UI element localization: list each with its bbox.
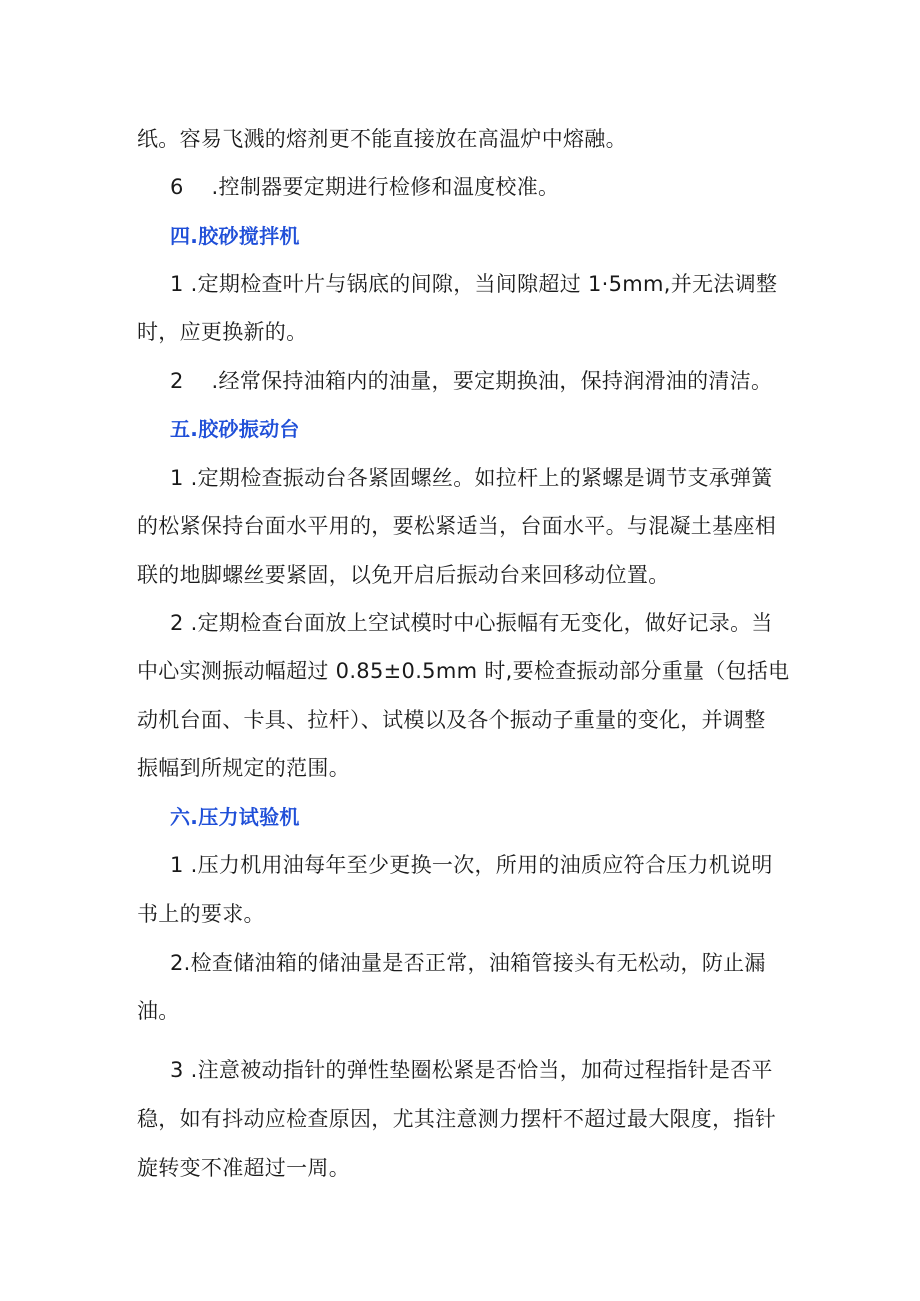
- paragraph-line: 振幅到所规定的范围。: [137, 756, 350, 780]
- paragraph-line: 稳，如有抖动应检查原因，尤其注意测力摆杆不超过最大限度，指针: [137, 1107, 776, 1131]
- paragraph-line: 油。: [137, 999, 180, 1023]
- section-heading-compression-tester: 六.压力试验机: [170, 805, 300, 829]
- item-3-pointer-washer: 3 .注意被动指针的弹性垫圈松紧是否恰当，加荷过程指针是否平: [170, 1058, 773, 1082]
- item-2-oil-level: 2 .经常保持油箱内的油量，要定期换油，保持润滑油的清洁。: [170, 369, 773, 393]
- section-heading-mortar-mixer: 四.胶砂搅拌机: [170, 224, 300, 248]
- paragraph-line: 时，应更换新的。: [137, 320, 308, 344]
- item-6-controller: 6 .控制器要定期进行检修和温度校准。: [170, 175, 560, 199]
- item-1-blade-gap: 1 .定期检查叶片与锅底的间隙，当间隙超过 1·5mm,并无法调整: [170, 272, 778, 296]
- item-1-oil-change: 1 .压力机用油每年至少更换一次，所用的油质应符合压力机说明: [170, 853, 773, 877]
- paragraph-line: 中心实测振动幅超过 0.85±0.5mm 时,要检查振动部分重量（包括电: [137, 659, 790, 683]
- paragraph-line: 纸。容易飞溅的熔剂更不能直接放在高温炉中熔融。: [137, 127, 627, 151]
- paragraph-line: 书上的要求。: [137, 902, 265, 926]
- paragraph-line: 旋转变不准超过一周。: [137, 1156, 350, 1180]
- paragraph-line: 的松紧保持台面水平用的，要松紧适当，台面水平。与混凝土基座相: [137, 514, 776, 538]
- item-2-amplitude-check: 2 .定期检查台面放上空试模时中心振幅有无变化，做好记录。当: [170, 611, 773, 635]
- paragraph-line: 动机台面、卡具、拉杆）、试模以及各个振动子重量的变化，并调整: [137, 708, 766, 732]
- section-heading-vibration-table: 五.胶砂振动台: [170, 417, 300, 441]
- item-1-fastening-screws: 1 .定期检查振动台各紧固螺丝。如拉杆上的紧螺是调节支承弹簧: [170, 466, 773, 490]
- item-2-oil-tank: 2.检查储油箱的储油量是否正常，油箱管接头有无松动，防止漏: [170, 951, 766, 975]
- paragraph-line: 联的地脚螺丝要紧固，以免开启后振动台来回移动位置。: [137, 563, 670, 587]
